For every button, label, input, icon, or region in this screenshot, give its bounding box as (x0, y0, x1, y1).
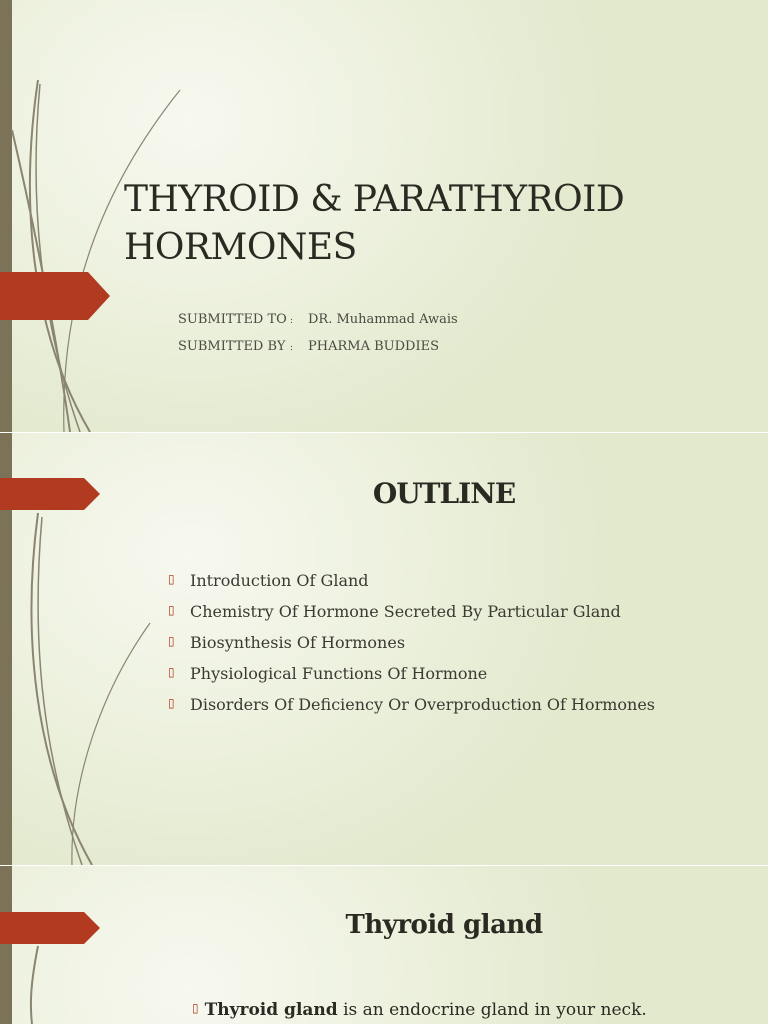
list-item (168, 664, 655, 695)
list-item (168, 695, 655, 726)
title-slide (0, 0, 768, 432)
list-item-text: Disorders Of Deficiency Or Overproduction Of Hormones (190, 695, 655, 714)
list-item (168, 633, 655, 664)
submitted-to-separator: : (290, 316, 294, 326)
thyroid-bullet (192, 1000, 647, 1020)
bullet-marker-icon: ▯ (192, 1001, 199, 1015)
list-item-text: Physiological Functions Of Hormone (190, 664, 488, 683)
bullet-marker-icon: ▯ (168, 665, 175, 679)
thyroid-bullet-bold: Thyroid gland (204, 1000, 338, 1020)
page-title (124, 176, 724, 272)
list-item-text: Chemistry Of Hormone Secreted By Particular Gland (190, 602, 621, 621)
accent-tag (0, 272, 110, 320)
outline-list (168, 571, 655, 726)
submitted-to-value: DR. Muhammad Awais (308, 312, 458, 327)
bullet-marker-icon: ▯ (168, 696, 175, 710)
bullet-marker-icon: ▯ (168, 603, 175, 617)
title-line-2: HORMONES (124, 227, 357, 268)
bullet-marker-icon: ▯ (168, 572, 175, 586)
swoosh-decoration (0, 866, 200, 1024)
thyroid-bullet-text: is an endocrine gland in your neck. (337, 1000, 647, 1020)
thyroid-heading: Thyroid gland (345, 910, 543, 940)
outline-slide (0, 433, 768, 865)
list-item (168, 571, 655, 602)
thyroid-gland-slide (0, 866, 768, 1024)
outline-heading: OUTLINE (372, 477, 516, 510)
list-item-text: Introduction Of Gland (190, 571, 369, 590)
submitted-by-value: PHARMA BUDDIES (308, 339, 439, 354)
submitted-to-row (178, 312, 458, 327)
submitted-by-separator: : (290, 343, 294, 353)
bullet-marker-icon: ▯ (168, 634, 175, 648)
list-item-text: Biosynthesis Of Hormones (190, 633, 406, 652)
submitted-by-row (178, 339, 439, 354)
submitted-to-label: SUBMITTED TO (178, 312, 287, 327)
list-item (168, 602, 655, 633)
submitted-by-label: SUBMITTED BY (178, 339, 286, 354)
title-line-1: THYROID & PARATHYROID (124, 179, 625, 220)
